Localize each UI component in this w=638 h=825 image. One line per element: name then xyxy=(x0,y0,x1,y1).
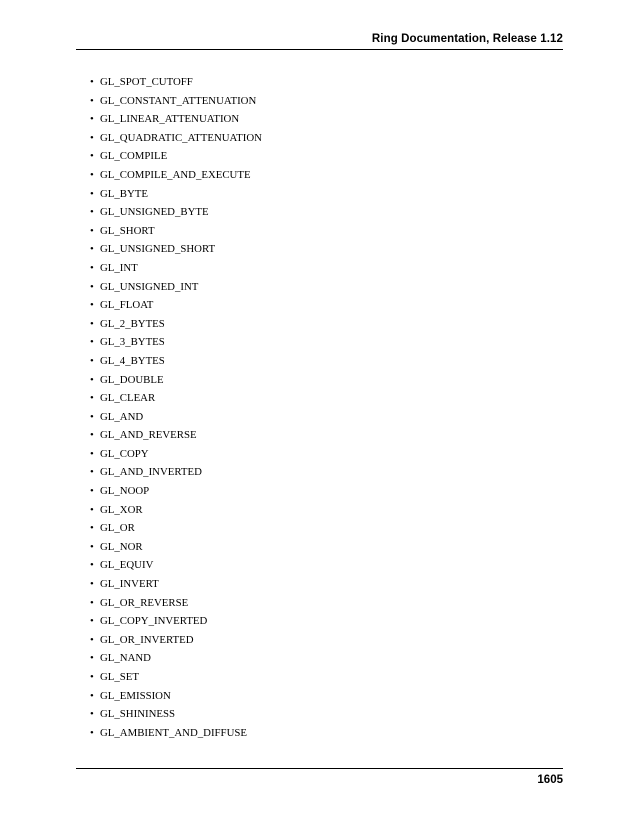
list-item xyxy=(90,203,262,222)
list-item-label: GL_OR xyxy=(100,522,135,535)
list-item-label: GL_OR_REVERSE xyxy=(100,596,189,609)
bullet-icon: • xyxy=(90,317,94,330)
list-item-label: GL_EQUIV xyxy=(100,559,154,572)
list-item-label: GL_SHORT xyxy=(100,224,155,237)
bullet-icon: • xyxy=(90,243,94,256)
list-item-label: GL_COPY xyxy=(100,447,149,460)
bullet-icon: • xyxy=(90,354,94,367)
list-item-label: GL_2_BYTES xyxy=(100,317,165,330)
list-item-label: GL_UNSIGNED_SHORT xyxy=(100,243,216,256)
list-item-label: GL_SPOT_CUTOFF xyxy=(100,76,193,88)
list-item-label: GL_NAND xyxy=(100,652,151,665)
bullet-icon: • xyxy=(90,392,94,405)
bullet-icon: • xyxy=(90,708,94,721)
bullet-icon: • xyxy=(90,540,94,553)
bullet-icon: • xyxy=(90,76,94,88)
list-item-label: GL_AND_INVERTED xyxy=(100,466,202,479)
bullet-icon: • xyxy=(90,94,94,107)
bullet-icon: • xyxy=(90,689,94,702)
bullet-icon: • xyxy=(90,410,94,423)
constant-list xyxy=(90,73,262,742)
list-item-label: GL_AMBIENT_AND_DIFFUSE xyxy=(100,726,247,739)
list-item xyxy=(90,501,262,520)
bullet-icon: • xyxy=(90,261,94,274)
list-item-label: GL_AND xyxy=(100,410,144,423)
bullet-icon: • xyxy=(90,671,94,683)
list-item xyxy=(90,352,262,371)
list-item xyxy=(90,147,262,166)
list-item-label: GL_AND_REVERSE xyxy=(100,429,197,442)
bullet-icon: • xyxy=(90,596,94,609)
list-item xyxy=(90,463,262,482)
page-footer xyxy=(76,768,563,786)
list-item-label: GL_COPY_INVERTED xyxy=(100,615,208,628)
bullet-icon: • xyxy=(90,336,94,349)
list-item xyxy=(90,556,262,575)
list-item-label: GL_COMPILE xyxy=(100,150,168,163)
list-item xyxy=(90,259,262,278)
list-item xyxy=(90,315,262,334)
list-item-label: GL_COMPILE_AND_EXECUTE xyxy=(100,168,251,181)
bullet-icon: • xyxy=(90,206,94,219)
list-item xyxy=(90,668,262,687)
list-item xyxy=(90,705,262,724)
list-item-label: GL_NOOP xyxy=(100,485,150,498)
bullet-icon: • xyxy=(90,150,94,163)
list-item xyxy=(90,240,262,259)
list-item-label: GL_NOR xyxy=(100,540,143,553)
bullet-icon: • xyxy=(90,466,94,479)
document-title: Ring Documentation, Release 1.12 xyxy=(371,33,563,45)
list-item xyxy=(90,538,262,557)
list-item-label: GL_CONSTANT_ATTENUATION xyxy=(100,94,257,107)
list-item xyxy=(90,333,262,352)
list-item xyxy=(90,166,262,185)
list-item xyxy=(90,482,262,501)
bullet-icon: • xyxy=(90,113,94,126)
list-item xyxy=(90,594,262,613)
bullet-icon: • xyxy=(90,429,94,442)
list-item xyxy=(90,129,262,148)
list-item-label: GL_DOUBLE xyxy=(100,373,164,386)
list-item xyxy=(90,389,262,408)
bullet-icon: • xyxy=(90,447,94,460)
list-item xyxy=(90,278,262,297)
list-item-label: GL_UNSIGNED_INT xyxy=(100,280,199,293)
bullet-icon: • xyxy=(90,187,94,200)
list-item-label: GL_4_BYTES xyxy=(100,354,165,367)
bullet-icon: • xyxy=(90,522,94,535)
bullet-icon: • xyxy=(90,633,94,646)
list-item-label: GL_INT xyxy=(100,261,138,274)
list-item-label: GL_FLOAT xyxy=(100,299,154,312)
bullet-icon: • xyxy=(90,131,94,144)
list-item-label: GL_BYTE xyxy=(100,187,148,200)
list-item-label: GL_UNSIGNED_BYTE xyxy=(100,206,209,219)
list-item xyxy=(90,185,262,204)
page-number: 1605 xyxy=(537,774,563,786)
bullet-icon: • xyxy=(90,224,94,237)
bullet-icon: • xyxy=(90,559,94,572)
list-item xyxy=(90,408,262,427)
list-item xyxy=(90,631,262,650)
list-item-label: GL_OR_INVERTED xyxy=(100,633,194,646)
bullet-icon: • xyxy=(90,168,94,181)
list-item xyxy=(90,519,262,538)
list-item xyxy=(90,222,262,241)
list-item xyxy=(90,92,262,111)
page-header xyxy=(76,31,563,50)
list-item-label: GL_CLEAR xyxy=(100,392,156,405)
bullet-icon: • xyxy=(90,578,94,591)
list-item xyxy=(90,575,262,594)
list-item-label: GL_LINEAR_ATTENUATION xyxy=(100,113,240,126)
list-item-label: GL_INVERT xyxy=(100,578,159,591)
list-item xyxy=(90,73,262,92)
list-item-label: GL_SET xyxy=(100,671,139,683)
bullet-icon: • xyxy=(90,652,94,665)
bullet-icon: • xyxy=(90,299,94,312)
list-item xyxy=(90,110,262,129)
list-item xyxy=(90,649,262,668)
list-item xyxy=(90,687,262,706)
bullet-icon: • xyxy=(90,485,94,498)
bullet-icon: • xyxy=(90,503,94,516)
list-item xyxy=(90,296,262,315)
bullet-icon: • xyxy=(90,373,94,386)
bullet-icon: • xyxy=(90,280,94,293)
list-item-label: GL_XOR xyxy=(100,503,143,516)
list-item-label: GL_3_BYTES xyxy=(100,336,165,349)
bullet-icon: • xyxy=(90,615,94,628)
list-item xyxy=(90,426,262,445)
list-item-label: GL_EMISSION xyxy=(100,689,171,702)
list-item-label: GL_QUADRATIC_ATTENUATION xyxy=(100,131,262,144)
list-item xyxy=(90,371,262,390)
list-item xyxy=(90,612,262,631)
list-item-label: GL_SHININESS xyxy=(100,708,175,721)
list-item xyxy=(90,445,262,464)
bullet-icon: • xyxy=(90,726,94,739)
list-item xyxy=(90,724,262,743)
